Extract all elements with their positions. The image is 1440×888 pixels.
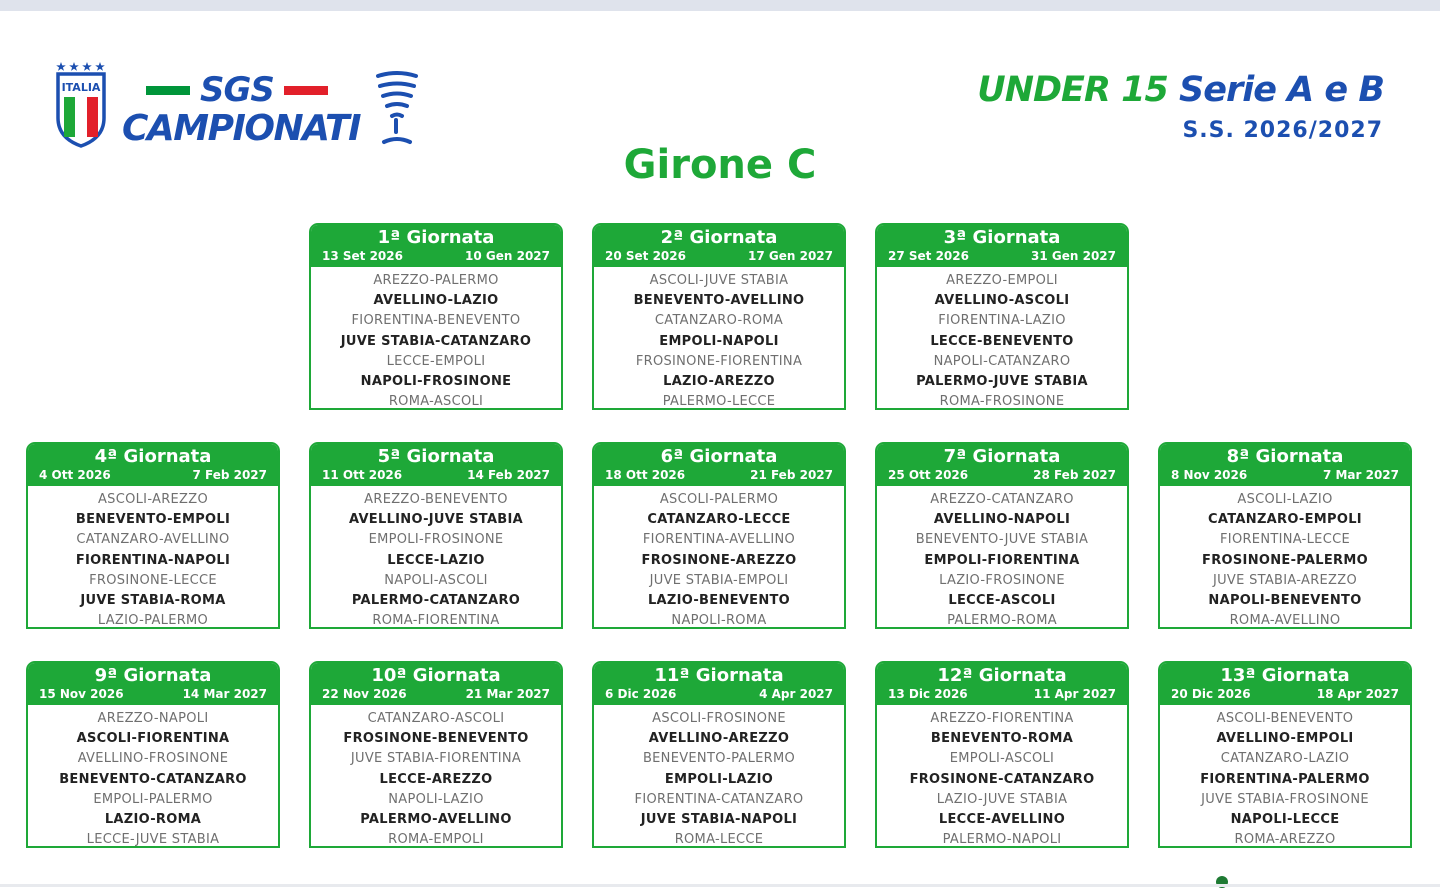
match-row: LAZIO-AREZZO bbox=[663, 373, 775, 389]
match-list bbox=[1160, 486, 1410, 631]
shield-text: ITALIA bbox=[61, 81, 101, 94]
match-row: NAPOLI-FROSINONE bbox=[360, 373, 512, 389]
match-row: PALERMO-NAPOLI bbox=[942, 832, 1062, 848]
match-row: CATANZARO-ASCOLI bbox=[367, 711, 505, 726]
match-row: LAZIO-FROSINONE bbox=[939, 572, 1065, 588]
round-header bbox=[311, 663, 561, 705]
match-list bbox=[311, 267, 561, 412]
figc-shield-logo bbox=[55, 60, 107, 148]
round-title: 1ª Giornata bbox=[377, 227, 495, 248]
match-list bbox=[28, 705, 278, 850]
round-title: 8ª Giornata bbox=[1226, 446, 1344, 467]
match-row: PALERMO-AVELLINO bbox=[360, 811, 512, 827]
match-row: JUVE STABIA-FROSINONE bbox=[1201, 791, 1369, 807]
round-second-leg-date: 7 Feb 2027 bbox=[192, 468, 267, 482]
match-row: EMPOLI-ASCOLI bbox=[949, 751, 1055, 767]
match-row: ROMA-ASCOLI bbox=[388, 394, 484, 410]
round-first-leg-date: 11 Ott 2026 bbox=[322, 468, 403, 482]
round-card bbox=[875, 661, 1129, 848]
match-row: BENEVENTO-AVELLINO bbox=[633, 293, 805, 309]
match-row: FIORENTINA-NAPOLI bbox=[75, 552, 231, 568]
match-row: AREZZO-NAPOLI bbox=[97, 711, 209, 726]
round-header bbox=[311, 444, 561, 486]
match-row: FROSINONE-CATANZARO bbox=[909, 771, 1095, 787]
green-dash bbox=[146, 86, 190, 95]
match-row: LECCE-AREZZO bbox=[379, 771, 493, 787]
match-list bbox=[877, 267, 1127, 412]
round-second-leg-date: 21 Feb 2027 bbox=[750, 468, 833, 482]
match-row: AVELLINO-AREZZO bbox=[648, 731, 790, 747]
round-first-leg-date: 13 Set 2026 bbox=[322, 249, 403, 263]
round-title: 11ª Giornata bbox=[654, 665, 784, 686]
match-list bbox=[311, 705, 561, 850]
match-row: BENEVENTO-EMPOLI bbox=[75, 512, 231, 528]
round-card bbox=[592, 223, 846, 410]
round-second-leg-date: 14 Mar 2027 bbox=[182, 687, 267, 701]
match-row: LAZIO-PALERMO bbox=[97, 613, 209, 629]
round-first-leg-date: 22 Nov 2026 bbox=[322, 687, 407, 701]
sgs-word: SGS bbox=[200, 70, 274, 110]
round-card bbox=[26, 661, 280, 848]
match-row: ASCOLI-JUVE STABIA bbox=[649, 273, 789, 288]
round-second-leg-date: 18 Apr 2027 bbox=[1316, 687, 1399, 701]
match-row: LAZIO-BENEVENTO bbox=[647, 592, 791, 608]
match-row: CATANZARO-LAZIO bbox=[1220, 751, 1350, 767]
match-row: PALERMO-LECCE bbox=[662, 394, 776, 410]
match-row: CATANZARO-AVELLINO bbox=[76, 532, 230, 548]
match-row: AVELLINO-EMPOLI bbox=[1216, 731, 1354, 747]
match-row: AREZZO-EMPOLI bbox=[946, 273, 1058, 288]
match-row: FROSINONE-BENEVENTO bbox=[343, 731, 529, 747]
match-row: BENEVENTO-CATANZARO bbox=[59, 771, 247, 787]
round-first-leg-date: 8 Nov 2026 bbox=[1171, 468, 1248, 482]
match-row: CATANZARO-ROMA bbox=[654, 313, 784, 329]
match-row: AVELLINO-NAPOLI bbox=[933, 512, 1071, 528]
round-card bbox=[309, 661, 563, 848]
match-row: PALERMO-JUVE STABIA bbox=[916, 373, 1088, 389]
match-row: FIORENTINA-BENEVENTO bbox=[351, 313, 521, 329]
round-second-leg-date: 4 Apr 2027 bbox=[759, 687, 833, 701]
round-card bbox=[592, 661, 846, 848]
girone-title: Girone C bbox=[623, 142, 817, 188]
match-row: PALERMO-ROMA bbox=[947, 613, 1057, 629]
match-list bbox=[28, 486, 278, 631]
match-row: ROMA-EMPOLI bbox=[388, 832, 484, 848]
round-card bbox=[26, 442, 280, 629]
match-row: AREZZO-CATANZARO bbox=[930, 492, 1074, 507]
trophy-cup-icon bbox=[374, 70, 420, 148]
match-row: CATANZARO-EMPOLI bbox=[1208, 512, 1362, 528]
match-row: ROMA-LECCE bbox=[674, 832, 764, 848]
round-card bbox=[309, 223, 563, 410]
match-row: ROMA-AVELLINO bbox=[1229, 613, 1341, 629]
sgs-campionati-logo bbox=[122, 70, 362, 150]
match-row: NAPOLI-BENEVENTO bbox=[1208, 592, 1362, 608]
match-row: JUVE STABIA-FIORENTINA bbox=[350, 751, 522, 767]
match-row: NAPOLI-LAZIO bbox=[388, 791, 484, 807]
round-header bbox=[594, 225, 844, 267]
round-header bbox=[594, 663, 844, 705]
round-second-leg-date: 21 Mar 2027 bbox=[465, 687, 550, 701]
round-title: 12ª Giornata bbox=[937, 665, 1067, 686]
round-header bbox=[1160, 663, 1410, 705]
round-title: 6ª Giornata bbox=[660, 446, 778, 467]
round-second-leg-date: 7 Mar 2027 bbox=[1322, 468, 1399, 482]
match-row: JUVE STABIA-ROMA bbox=[80, 592, 226, 608]
match-row: CATANZARO-LECCE bbox=[647, 512, 791, 528]
match-row: AVELLINO-LAZIO bbox=[373, 293, 499, 309]
match-row: BENEVENTO-PALERMO bbox=[642, 751, 796, 767]
match-row: ROMA-AREZZO bbox=[1234, 832, 1336, 848]
match-row: ASCOLI-FROSINONE bbox=[652, 711, 786, 726]
match-list bbox=[594, 267, 844, 412]
round-second-leg-date: 14 Feb 2027 bbox=[467, 468, 550, 482]
match-row: PALERMO-CATANZARO bbox=[351, 592, 521, 608]
round-first-leg-date: 6 Dic 2026 bbox=[605, 687, 677, 701]
match-row: FROSINONE-AREZZO bbox=[641, 552, 797, 568]
match-row: FIORENTINA-AVELLINO bbox=[642, 532, 796, 548]
match-row: FROSINONE-FIORENTINA bbox=[635, 353, 803, 369]
match-row: AREZZO-PALERMO bbox=[373, 273, 499, 288]
round-card bbox=[592, 442, 846, 629]
match-row: LECCE-JUVE STABIA bbox=[86, 832, 220, 848]
match-row: ROMA-FROSINONE bbox=[939, 394, 1065, 410]
match-row: JUVE STABIA-NAPOLI bbox=[640, 811, 798, 827]
round-card bbox=[1158, 442, 1412, 629]
match-row: LECCE-EMPOLI bbox=[386, 353, 486, 369]
match-row: NAPOLI-CATANZARO bbox=[933, 353, 1071, 369]
round-first-leg-date: 27 Set 2026 bbox=[888, 249, 969, 263]
round-second-leg-date: 11 Apr 2027 bbox=[1033, 687, 1116, 701]
round-header bbox=[311, 225, 561, 267]
title-under15: UNDER 15 bbox=[977, 70, 1168, 110]
round-header bbox=[28, 663, 278, 705]
match-list bbox=[594, 705, 844, 850]
round-first-leg-date: 25 Ott 2026 bbox=[888, 468, 969, 482]
match-list bbox=[877, 705, 1127, 850]
round-title: 5ª Giornata bbox=[377, 446, 495, 467]
match-row: AVELLINO-JUVE STABIA bbox=[348, 512, 524, 528]
round-first-leg-date: 20 Set 2026 bbox=[605, 249, 686, 263]
round-title: 3ª Giornata bbox=[943, 227, 1061, 248]
round-title: 13ª Giornata bbox=[1220, 665, 1350, 686]
title-serie: Serie A e B bbox=[1179, 70, 1384, 110]
round-first-leg-date: 13 Dic 2026 bbox=[888, 687, 968, 701]
match-row: LAZIO-ROMA bbox=[104, 811, 202, 827]
match-row: FROSINONE-PALERMO bbox=[1202, 552, 1368, 568]
match-list bbox=[877, 486, 1127, 631]
match-row: LECCE-ASCOLI bbox=[948, 592, 1056, 608]
match-list bbox=[594, 486, 844, 631]
match-row: ASCOLI-LAZIO bbox=[1237, 492, 1333, 507]
match-row: FIORENTINA-LAZIO bbox=[938, 313, 1066, 329]
round-card bbox=[1158, 661, 1412, 848]
match-row: JUVE STABIA-AREZZO bbox=[1212, 572, 1357, 588]
match-row: FIORENTINA-LECCE bbox=[1220, 532, 1350, 548]
round-header bbox=[877, 225, 1127, 267]
match-row: JUVE STABIA-CATANZARO bbox=[340, 333, 532, 349]
round-title: 9ª Giornata bbox=[94, 665, 212, 686]
match-row: ASCOLI-FIORENTINA bbox=[76, 731, 230, 747]
red-dash bbox=[284, 86, 328, 95]
match-row: AVELLINO-FROSINONE bbox=[77, 751, 229, 767]
campionati-word: CAMPIONATI bbox=[122, 108, 360, 149]
match-row: NAPOLI-ROMA bbox=[671, 613, 767, 629]
match-row: FIORENTINA-CATANZARO bbox=[634, 791, 804, 807]
match-row: JUVE STABIA-EMPOLI bbox=[649, 572, 789, 588]
round-title: 10ª Giornata bbox=[371, 665, 501, 686]
match-row: LECCE-BENEVENTO bbox=[930, 333, 1074, 349]
round-title: 2ª Giornata bbox=[660, 227, 778, 248]
match-list bbox=[1160, 705, 1410, 850]
match-row: NAPOLI-LECCE bbox=[1230, 811, 1340, 827]
match-list bbox=[311, 486, 561, 631]
match-row: AREZZO-FIORENTINA bbox=[930, 711, 1074, 726]
season-label: S.S. 2026/2027 bbox=[1182, 118, 1383, 143]
competition-title bbox=[977, 70, 1384, 110]
round-header bbox=[877, 444, 1127, 486]
match-row: EMPOLI-FROSINONE bbox=[368, 532, 504, 548]
round-first-leg-date: 20 Dic 2026 bbox=[1171, 687, 1251, 701]
round-header bbox=[28, 444, 278, 486]
round-header bbox=[1160, 444, 1410, 486]
match-row: BENEVENTO-ROMA bbox=[930, 731, 1074, 747]
match-row: LECCE-LAZIO bbox=[387, 552, 485, 568]
match-row: ROMA-FIORENTINA bbox=[372, 613, 500, 629]
round-second-leg-date: 10 Gen 2027 bbox=[465, 249, 550, 263]
round-second-leg-date: 17 Gen 2027 bbox=[748, 249, 833, 263]
match-row: EMPOLI-PALERMO bbox=[93, 791, 213, 807]
match-row: AVELLINO-ASCOLI bbox=[934, 293, 1070, 309]
match-row: FIORENTINA-PALERMO bbox=[1200, 771, 1370, 787]
round-header bbox=[877, 663, 1127, 705]
round-first-leg-date: 18 Ott 2026 bbox=[605, 468, 686, 482]
round-first-leg-date: 4 Ott 2026 bbox=[39, 468, 111, 482]
round-header bbox=[594, 444, 844, 486]
match-row: EMPOLI-LAZIO bbox=[664, 771, 774, 787]
match-row: LAZIO-JUVE STABIA bbox=[936, 791, 1068, 807]
round-second-leg-date: 28 Feb 2027 bbox=[1033, 468, 1116, 482]
match-row: EMPOLI-FIORENTINA bbox=[924, 552, 1080, 568]
match-row: ASCOLI-PALERMO bbox=[659, 492, 779, 507]
match-row: ASCOLI-AREZZO bbox=[97, 492, 209, 507]
match-row: FROSINONE-LECCE bbox=[89, 572, 217, 588]
match-row: LECCE-AVELLINO bbox=[938, 811, 1066, 827]
match-row: ASCOLI-BENEVENTO bbox=[1216, 711, 1354, 726]
round-first-leg-date: 15 Nov 2026 bbox=[39, 687, 124, 701]
round-second-leg-date: 31 Gen 2027 bbox=[1031, 249, 1116, 263]
round-card bbox=[875, 442, 1129, 629]
match-row: EMPOLI-NAPOLI bbox=[659, 333, 779, 349]
match-row: AREZZO-BENEVENTO bbox=[364, 492, 508, 507]
round-title: 7ª Giornata bbox=[943, 446, 1061, 467]
round-title: 4ª Giornata bbox=[94, 446, 212, 467]
match-row: NAPOLI-ASCOLI bbox=[384, 572, 488, 588]
round-card bbox=[309, 442, 563, 629]
round-card bbox=[875, 223, 1129, 410]
match-row: BENEVENTO-JUVE STABIA bbox=[915, 532, 1089, 548]
top-bar bbox=[0, 0, 1440, 11]
